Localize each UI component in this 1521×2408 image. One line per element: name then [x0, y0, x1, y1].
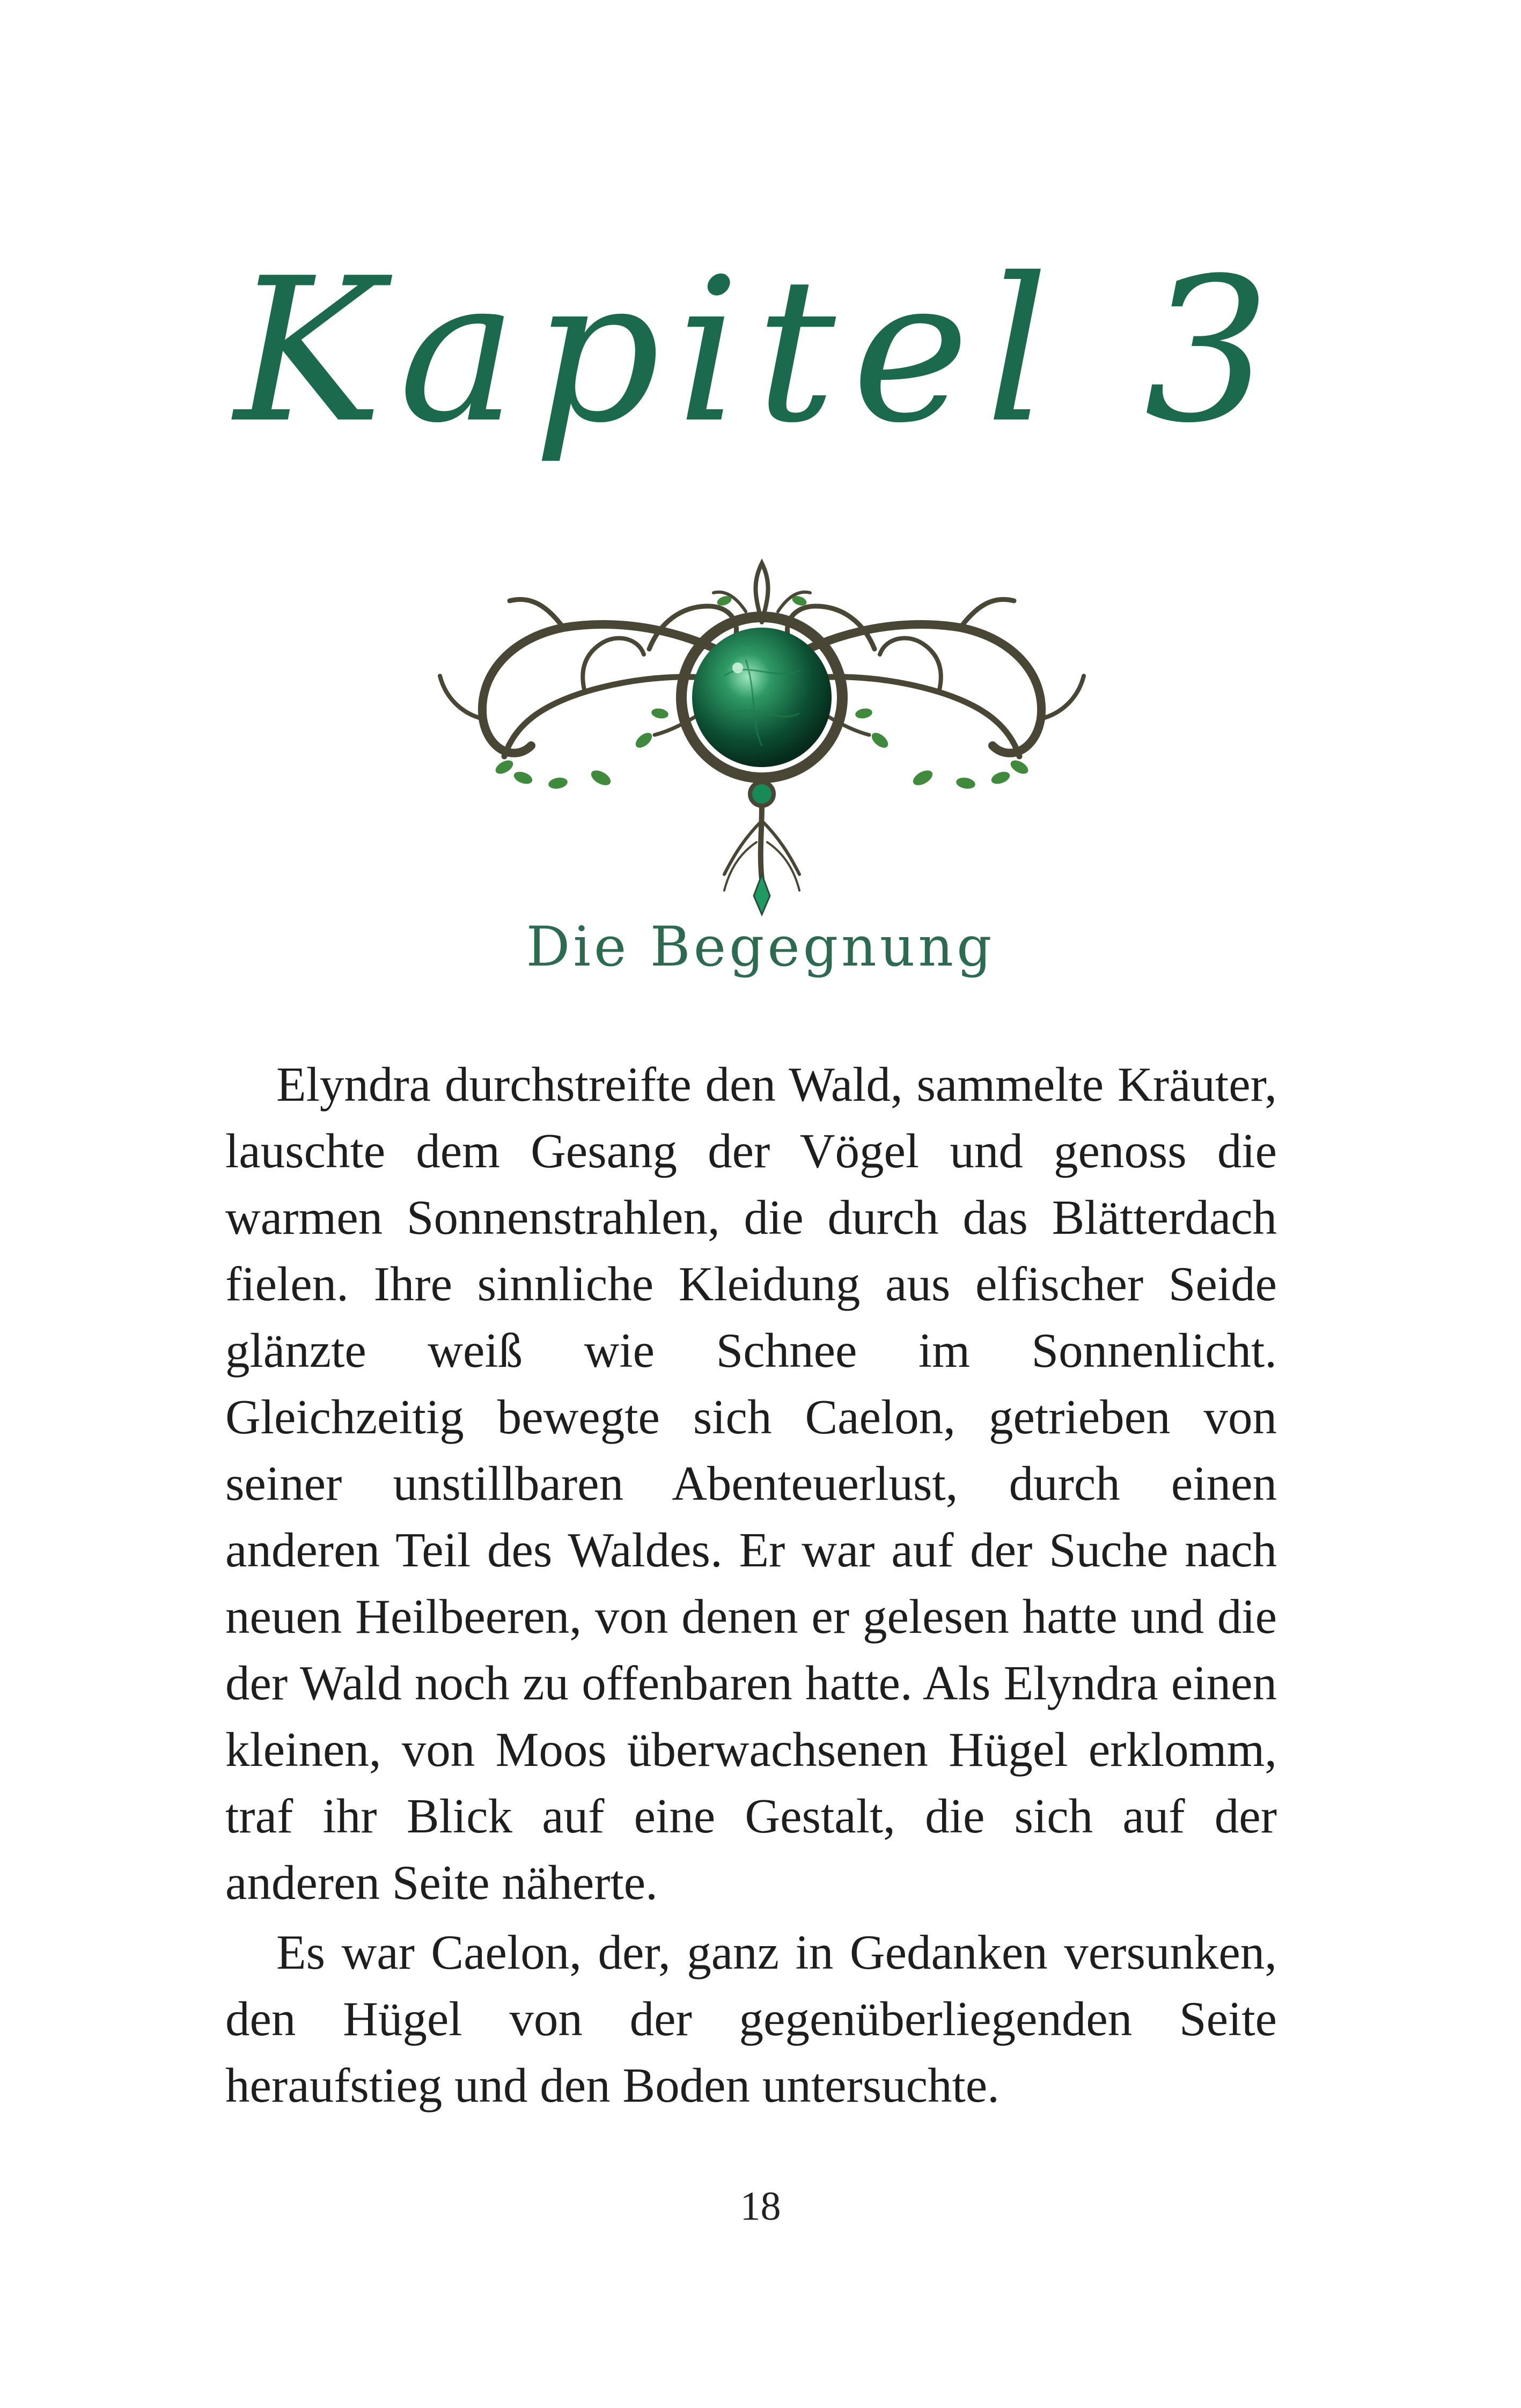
- chapter-title: Kapitel 3: [234, 236, 1287, 467]
- chapter-subtitle: Die Begegnung: [526, 915, 995, 979]
- paragraph: Es war Caelon, der, ganz in Gedanken versunken, den Hügel von der gegenüberliegenden Seite heraufstieg und den Boden untersuchte.: [225, 1925, 1277, 2112]
- page-number: 18: [740, 2184, 781, 2229]
- paragraph: Elyndra durchstreifte den Wald, sammelte Kräuter, lauschte dem Gesang der Vögel und genoss die warmen Sonnenstrahlen, die durch das Blätterdach fielen. Ihre sinnliche Kleidung aus elfischer Seide glänzte weiß wie Schnee im Sonnenlicht. Gleichzeitig bewegte sich Caelon, getrieben von seiner unstillbaren Abenteuerlust, durch einen anderen Teil des Waldes. Er war auf der Suche nach neuen Heilbeeren, von denen er gelesen hatte und die der Wald noch zu offenbaren hatte. Als Elyndra einen kleinen, von Moos überwachsenen Hügel erklomm, traf ihr Blick auf eine Gestalt, die sich auf der anderen Seite näherte.: [225, 1057, 1277, 1910]
- vine-ornament-icon: [424, 553, 1100, 917]
- chapter-body: [225, 1051, 1277, 2122]
